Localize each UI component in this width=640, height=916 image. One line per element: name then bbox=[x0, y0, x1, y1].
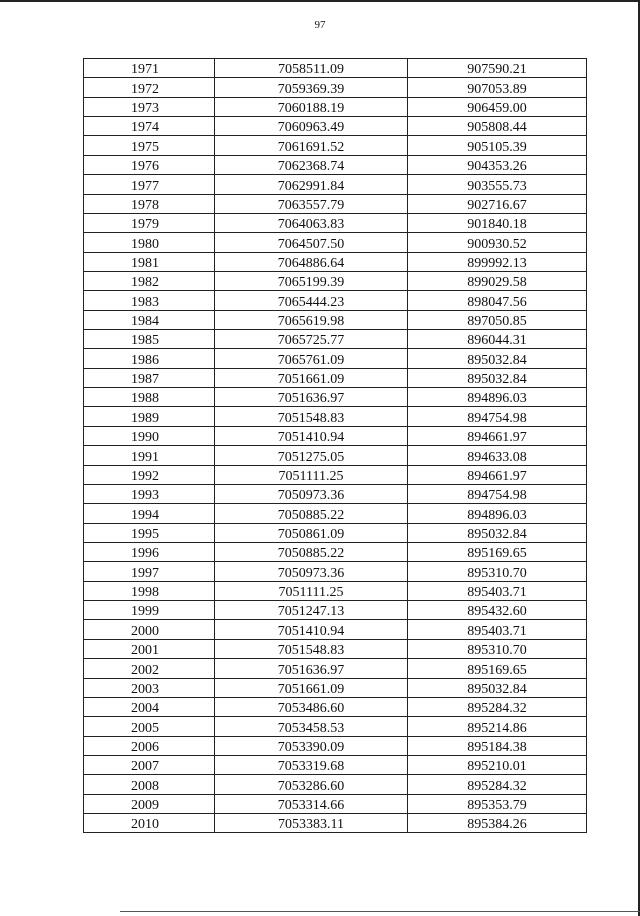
value-b-cell: 895032.84 bbox=[408, 368, 587, 387]
table-row bbox=[84, 136, 587, 155]
year-cell: 1990 bbox=[84, 426, 215, 445]
value-b-cell: 895403.71 bbox=[408, 581, 587, 600]
year-cell: 2002 bbox=[84, 659, 215, 678]
table-row bbox=[84, 755, 587, 774]
value-b-cell: 907590.21 bbox=[408, 59, 587, 78]
table-row bbox=[84, 426, 587, 445]
value-a-cell: 7053319.68 bbox=[215, 755, 408, 774]
table-row bbox=[84, 233, 587, 252]
table-row bbox=[84, 330, 587, 349]
value-a-cell: 7065725.77 bbox=[215, 330, 408, 349]
value-b-cell: 894633.08 bbox=[408, 446, 587, 465]
value-a-cell: 7050973.36 bbox=[215, 484, 408, 503]
value-b-cell: 895384.26 bbox=[408, 814, 587, 833]
table-row bbox=[84, 523, 587, 542]
value-a-cell: 7062368.74 bbox=[215, 155, 408, 174]
value-a-cell: 7053458.53 bbox=[215, 717, 408, 736]
year-cell: 2001 bbox=[84, 639, 215, 658]
value-b-cell: 902716.67 bbox=[408, 194, 587, 213]
value-a-cell: 7065444.23 bbox=[215, 291, 408, 310]
value-b-cell: 905808.44 bbox=[408, 117, 587, 136]
value-b-cell: 895169.65 bbox=[408, 542, 587, 561]
table-row bbox=[84, 814, 587, 833]
value-a-cell: 7053383.11 bbox=[215, 814, 408, 833]
table-row bbox=[84, 213, 587, 232]
table-row bbox=[84, 78, 587, 97]
value-b-cell: 895353.79 bbox=[408, 794, 587, 813]
year-cell: 1993 bbox=[84, 484, 215, 503]
table-row bbox=[84, 349, 587, 368]
value-b-cell: 895310.70 bbox=[408, 639, 587, 658]
year-cell: 1994 bbox=[84, 504, 215, 523]
value-a-cell: 7060963.49 bbox=[215, 117, 408, 136]
table-row bbox=[84, 59, 587, 78]
value-a-cell: 7063557.79 bbox=[215, 194, 408, 213]
value-b-cell: 895184.38 bbox=[408, 736, 587, 755]
value-a-cell: 7050885.22 bbox=[215, 504, 408, 523]
value-b-cell: 895403.71 bbox=[408, 620, 587, 639]
value-a-cell: 7051636.97 bbox=[215, 388, 408, 407]
table-row bbox=[84, 465, 587, 484]
value-a-cell: 7051111.25 bbox=[215, 465, 408, 484]
year-cell: 2008 bbox=[84, 775, 215, 794]
year-cell: 2006 bbox=[84, 736, 215, 755]
value-a-cell: 7053286.60 bbox=[215, 775, 408, 794]
table-row bbox=[84, 271, 587, 290]
value-a-cell: 7065199.39 bbox=[215, 271, 408, 290]
year-cell: 1985 bbox=[84, 330, 215, 349]
value-a-cell: 7051410.94 bbox=[215, 620, 408, 639]
table-row bbox=[84, 252, 587, 271]
value-a-cell: 7051661.09 bbox=[215, 678, 408, 697]
value-b-cell: 894896.03 bbox=[408, 504, 587, 523]
value-b-cell: 896044.31 bbox=[408, 330, 587, 349]
table-body bbox=[84, 59, 587, 833]
year-cell: 1989 bbox=[84, 407, 215, 426]
scan-edge-bottom bbox=[120, 911, 640, 912]
value-b-cell: 897050.85 bbox=[408, 310, 587, 329]
year-cell: 1987 bbox=[84, 368, 215, 387]
table-row bbox=[84, 407, 587, 426]
year-cell: 2009 bbox=[84, 794, 215, 813]
value-a-cell: 7053390.09 bbox=[215, 736, 408, 755]
table-row bbox=[84, 562, 587, 581]
value-b-cell: 899992.13 bbox=[408, 252, 587, 271]
value-b-cell: 894661.97 bbox=[408, 426, 587, 445]
page-number: 97 bbox=[314, 19, 326, 31]
value-a-cell: 7050973.36 bbox=[215, 562, 408, 581]
value-a-cell: 7051661.09 bbox=[215, 368, 408, 387]
year-cell: 1981 bbox=[84, 252, 215, 271]
value-b-cell: 895310.70 bbox=[408, 562, 587, 581]
value-a-cell: 7061691.52 bbox=[215, 136, 408, 155]
table-row bbox=[84, 310, 587, 329]
table-row bbox=[84, 368, 587, 387]
year-cell: 1995 bbox=[84, 523, 215, 542]
table-row bbox=[84, 97, 587, 116]
scan-edge-top bbox=[0, 0, 640, 2]
value-a-cell: 7051636.97 bbox=[215, 659, 408, 678]
year-cell: 1986 bbox=[84, 349, 215, 368]
value-b-cell: 895210.01 bbox=[408, 755, 587, 774]
value-b-cell: 907053.89 bbox=[408, 78, 587, 97]
table-row bbox=[84, 717, 587, 736]
table-row bbox=[84, 581, 587, 600]
year-cell: 1976 bbox=[84, 155, 215, 174]
year-cell: 2004 bbox=[84, 697, 215, 716]
value-b-cell: 895032.84 bbox=[408, 349, 587, 368]
value-b-cell: 903555.73 bbox=[408, 175, 587, 194]
year-cell: 2000 bbox=[84, 620, 215, 639]
value-b-cell: 899029.58 bbox=[408, 271, 587, 290]
value-a-cell: 7051548.83 bbox=[215, 639, 408, 658]
year-cell: 1999 bbox=[84, 601, 215, 620]
value-a-cell: 7053486.60 bbox=[215, 697, 408, 716]
year-cell: 1980 bbox=[84, 233, 215, 252]
value-a-cell: 7064507.50 bbox=[215, 233, 408, 252]
table-row bbox=[84, 388, 587, 407]
table-row bbox=[84, 504, 587, 523]
value-a-cell: 7051247.13 bbox=[215, 601, 408, 620]
year-cell: 2007 bbox=[84, 755, 215, 774]
value-b-cell: 895214.86 bbox=[408, 717, 587, 736]
value-a-cell: 7050861.09 bbox=[215, 523, 408, 542]
table-row bbox=[84, 175, 587, 194]
value-b-cell: 904353.26 bbox=[408, 155, 587, 174]
year-cell: 1975 bbox=[84, 136, 215, 155]
value-a-cell: 7051548.83 bbox=[215, 407, 408, 426]
value-a-cell: 7062991.84 bbox=[215, 175, 408, 194]
year-cell: 1984 bbox=[84, 310, 215, 329]
value-b-cell: 895169.65 bbox=[408, 659, 587, 678]
year-cell: 1988 bbox=[84, 388, 215, 407]
value-b-cell: 900930.52 bbox=[408, 233, 587, 252]
value-a-cell: 7064886.64 bbox=[215, 252, 408, 271]
year-cell: 2010 bbox=[84, 814, 215, 833]
value-a-cell: 7059369.39 bbox=[215, 78, 408, 97]
value-b-cell: 901840.18 bbox=[408, 213, 587, 232]
table-row bbox=[84, 446, 587, 465]
value-b-cell: 895032.84 bbox=[408, 523, 587, 542]
year-cell: 1997 bbox=[84, 562, 215, 581]
value-b-cell: 894754.98 bbox=[408, 484, 587, 503]
table-row bbox=[84, 678, 587, 697]
table-row bbox=[84, 542, 587, 561]
value-a-cell: 7053314.66 bbox=[215, 794, 408, 813]
table-row bbox=[84, 639, 587, 658]
year-cell: 2003 bbox=[84, 678, 215, 697]
value-b-cell: 894754.98 bbox=[408, 407, 587, 426]
value-b-cell: 905105.39 bbox=[408, 136, 587, 155]
year-cell: 1982 bbox=[84, 271, 215, 290]
value-a-cell: 7065619.98 bbox=[215, 310, 408, 329]
value-a-cell: 7051275.05 bbox=[215, 446, 408, 465]
table-row bbox=[84, 659, 587, 678]
table-row bbox=[84, 620, 587, 639]
year-cell: 1973 bbox=[84, 97, 215, 116]
year-cell: 1971 bbox=[84, 59, 215, 78]
value-b-cell: 895432.60 bbox=[408, 601, 587, 620]
value-b-cell: 895284.32 bbox=[408, 775, 587, 794]
value-a-cell: 7051410.94 bbox=[215, 426, 408, 445]
year-cell: 1983 bbox=[84, 291, 215, 310]
table-row bbox=[84, 601, 587, 620]
table-row bbox=[84, 775, 587, 794]
value-a-cell: 7064063.83 bbox=[215, 213, 408, 232]
value-a-cell: 7065761.09 bbox=[215, 349, 408, 368]
value-b-cell: 894661.97 bbox=[408, 465, 587, 484]
table-row bbox=[84, 291, 587, 310]
table-row bbox=[84, 736, 587, 755]
value-b-cell: 906459.00 bbox=[408, 97, 587, 116]
year-cell: 1991 bbox=[84, 446, 215, 465]
year-cell: 1972 bbox=[84, 78, 215, 97]
table-row bbox=[84, 697, 587, 716]
year-cell: 1979 bbox=[84, 213, 215, 232]
table-row bbox=[84, 194, 587, 213]
table-row bbox=[84, 794, 587, 813]
value-b-cell: 895284.32 bbox=[408, 697, 587, 716]
year-cell: 1974 bbox=[84, 117, 215, 136]
table-row bbox=[84, 484, 587, 503]
year-cell: 1978 bbox=[84, 194, 215, 213]
table-row bbox=[84, 155, 587, 174]
year-cell: 1996 bbox=[84, 542, 215, 561]
data-table bbox=[83, 58, 587, 833]
year-cell: 1977 bbox=[84, 175, 215, 194]
value-b-cell: 895032.84 bbox=[408, 678, 587, 697]
value-b-cell: 898047.56 bbox=[408, 291, 587, 310]
year-cell: 2005 bbox=[84, 717, 215, 736]
value-b-cell: 894896.03 bbox=[408, 388, 587, 407]
value-a-cell: 7060188.19 bbox=[215, 97, 408, 116]
value-a-cell: 7058511.09 bbox=[215, 59, 408, 78]
value-a-cell: 7050885.22 bbox=[215, 542, 408, 561]
value-a-cell: 7051111.25 bbox=[215, 581, 408, 600]
year-cell: 1992 bbox=[84, 465, 215, 484]
table-row bbox=[84, 117, 587, 136]
year-cell: 1998 bbox=[84, 581, 215, 600]
